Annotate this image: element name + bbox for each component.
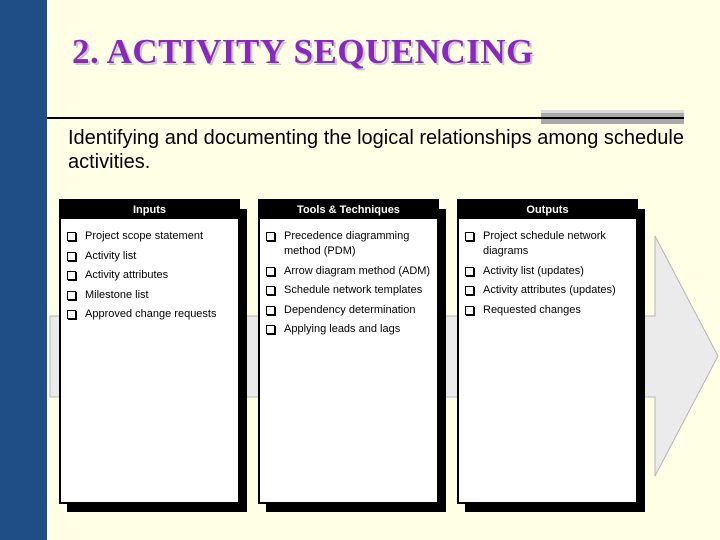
- checkbox-bullet-icon: [266, 286, 275, 295]
- list-item: [265, 322, 437, 337]
- slide-title: 2. ACTIVITY SEQUENCING: [72, 32, 534, 71]
- checkbox-bullet-icon: [465, 267, 474, 276]
- outputs-list: [459, 219, 636, 318]
- list-item-text: Activity attributes: [85, 269, 169, 281]
- list-item-text: Activity attributes (updates): [483, 284, 616, 296]
- inputs-panel-heading: Inputs: [61, 201, 238, 219]
- checkbox-bullet-icon: [67, 232, 76, 241]
- checkbox-bullet-icon: [67, 310, 76, 319]
- list-item: [265, 264, 437, 279]
- outputs-panel-heading: Outputs: [459, 201, 636, 219]
- list-item-text: Project schedule network diagrams: [483, 230, 606, 257]
- list-item-text: Activity list (updates): [483, 264, 584, 277]
- checkbox-bullet-icon: [465, 232, 474, 241]
- tools-techniques-panel: [258, 199, 439, 504]
- list-item: [265, 283, 437, 298]
- list-item-text: Requested changes: [483, 303, 581, 316]
- checkbox-bullet-icon: [465, 286, 474, 295]
- checkbox-bullet-icon: [67, 271, 76, 280]
- slide-subtitle: Identifying and documenting the logical relationships among schedule activities.: [68, 127, 684, 173]
- list-item-text: Approved change requests: [85, 308, 217, 320]
- list-item-text: Applying leads and lags: [284, 323, 401, 335]
- list-item: [464, 229, 636, 259]
- list-item: [66, 288, 238, 303]
- list-item: [66, 229, 238, 244]
- list-item: [66, 307, 238, 322]
- checkbox-bullet-icon: [266, 306, 275, 315]
- list-item-text: Precedence diagramming method (PDM): [284, 230, 410, 257]
- tools-techniques-panel-heading: Tools & Techniques: [260, 201, 437, 219]
- checkbox-bullet-icon: [266, 325, 275, 334]
- list-item-text: Schedule network templates: [284, 284, 423, 296]
- checkbox-bullet-icon: [266, 267, 275, 276]
- list-item: [265, 229, 437, 259]
- list-item: [66, 249, 238, 264]
- list-item-text: Milestone list: [85, 288, 149, 301]
- list-item: [464, 303, 636, 318]
- checkbox-bullet-icon: [67, 291, 76, 300]
- list-item-text: Dependency determination: [284, 303, 416, 316]
- checkbox-bullet-icon: [266, 232, 275, 241]
- tools-techniques-list: [260, 219, 437, 337]
- checkbox-bullet-icon: [67, 252, 76, 261]
- list-item: [464, 283, 636, 298]
- list-item-text: Project scope statement: [85, 230, 204, 242]
- list-item-text: Arrow diagram method (ADM): [284, 264, 431, 277]
- inputs-panel: [59, 199, 240, 504]
- outputs-panel: [457, 199, 638, 504]
- checkbox-bullet-icon: [465, 306, 474, 315]
- inputs-list: [61, 219, 238, 322]
- list-item-text: Activity list: [85, 249, 137, 262]
- list-item: [464, 264, 636, 279]
- list-item: [265, 303, 437, 318]
- list-item: [66, 268, 238, 283]
